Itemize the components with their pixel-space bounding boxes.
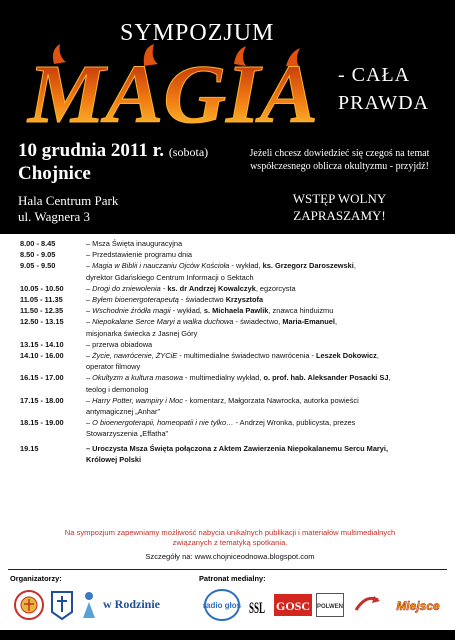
details-link[interactable]: Szczegóły na: www.chojniceodnowa.blogspot.com — [145, 552, 315, 561]
schedule-text: - multimedialne świadectwo nawrócenia - — [177, 351, 317, 361]
schedule-text: - multimedialny wykład, — [182, 373, 264, 383]
schedule-speaker: s. Michaela Pawlik — [203, 306, 269, 316]
schedule-description — [86, 305, 448, 316]
schedule-title: O bioenergoterapii, homeopatii i nie tylko… — [92, 418, 234, 428]
schedule-time: 10.05 - 10.50 — [20, 283, 64, 293]
schedule-dash: – — [86, 261, 93, 271]
schedule-row — [20, 249, 448, 260]
schedule-dash: – — [86, 295, 93, 305]
schedule-dash: – — [86, 418, 93, 428]
intro-text — [232, 147, 447, 173]
schedule-time: 14.10 - 16.00 — [20, 351, 64, 361]
schedule-row — [20, 294, 448, 305]
schedule-row — [20, 417, 448, 439]
schedule-continuation: Królowej Polski — [86, 454, 142, 464]
schedule-continuation: antymagicznej „Anhar” — [86, 407, 160, 417]
schedule-description — [86, 443, 448, 465]
venue-line-1: Hala Centrum Park — [18, 193, 119, 208]
title-sympozjum: SYMPOZJUM — [120, 20, 275, 46]
schedule-dash: – — [86, 373, 93, 383]
subtitle-line-1: - CAŁA — [338, 64, 411, 86]
ssl-text: SSL — [249, 600, 265, 617]
schedule-text: - komentarz, Małgorzata Nawrocka, autorka powieści — [182, 395, 359, 405]
schedule-row — [20, 350, 448, 372]
schedule-description — [86, 260, 448, 282]
schedule-speaker: Maria-Emanuel — [282, 317, 335, 327]
schedule-time: 11.50 - 12.35 — [20, 306, 64, 316]
notice-line-1: Na sympozjum zapewniamy możliwość nabycia unikalnych publikacji i materiałów multimedialnych — [64, 528, 396, 537]
poster-header — [0, 0, 455, 234]
schedule-continuation: Stowarzyszenia „Effatha” — [86, 429, 169, 439]
polwen-text: POLWEN — [316, 604, 344, 610]
schedule-text-end: , znawca hinduizmu — [268, 306, 334, 316]
schedule-text: - wykład, — [229, 261, 263, 271]
arrow-brand-logo — [352, 590, 382, 620]
free-entry-line-2: ZAPRASZAMY! — [293, 208, 386, 223]
schedule-text: – przerwa obiadowa — [86, 339, 153, 349]
event-date — [18, 140, 208, 162]
schedule-title: Życie, nawrócenie, ŻYCiE — [92, 351, 178, 361]
schedule-description — [86, 350, 448, 372]
schedule-title: Wschodnie źródła magii — [92, 306, 171, 316]
parish-seal-logo — [14, 590, 44, 620]
intro-line-2: współczesnego oblicza okultyzmu - przyjdź! — [250, 161, 429, 172]
schedule-description — [86, 238, 448, 249]
schedule-time: 19.15 — [20, 443, 39, 453]
event-day: (sobota) — [168, 145, 209, 159]
event-venue — [18, 193, 118, 225]
free-entry — [232, 190, 447, 224]
schedule-time: 17.15 - 18.00 — [20, 395, 64, 405]
program-schedule — [20, 238, 448, 465]
schedule-time: 13.15 - 14.10 — [20, 339, 64, 349]
schedule-description — [86, 395, 448, 417]
magia-flame-title — [24, 44, 322, 141]
schedule-time: 8.00 - 8.45 — [20, 239, 56, 248]
schedule-description — [86, 372, 448, 394]
schedule-description — [86, 339, 448, 350]
schedule-row — [20, 305, 448, 316]
schedule-speaker: ks. dr Andrzej Kowalczyk — [167, 283, 256, 293]
polwen-logo — [316, 593, 344, 617]
schedule-text-end: , egzorcysta — [255, 283, 296, 293]
schedule-dash: – — [86, 306, 93, 316]
schedule-text: - świadectwo, — [233, 317, 283, 327]
church-emblem-logo — [50, 590, 74, 620]
schedule-text-end: , — [388, 373, 391, 383]
event-city: Chojnice — [18, 163, 91, 184]
schedule-continuation: operator filmowy — [86, 362, 141, 372]
organizers-label: Organizatorzy: — [10, 574, 62, 583]
radio-glos-text: radio głos — [202, 601, 242, 610]
schedule-text-end: , — [353, 261, 356, 271]
schedule-row — [20, 443, 448, 465]
schedule-title: Harry Potter, wampiry i Moc — [92, 395, 183, 405]
miejsce-text: Miejsce — [396, 599, 440, 613]
schedule-row — [20, 395, 448, 417]
schedule-speaker: Leszek Dokowicz — [316, 351, 377, 361]
schedule-title: Drogi do zniewolenia — [92, 283, 161, 293]
schedule-text: - — [160, 283, 168, 293]
w-rodzinie-logo: w Rodzinie — [103, 597, 160, 611]
schedule-text: – Uroczysta Msza Święta połączona z Aktem Zawierzenia Niepokalanemu Sercu Maryi, — [86, 443, 389, 453]
publications-notice — [30, 528, 430, 548]
schedule-text: – Przedstawienie programu dnia — [86, 250, 192, 260]
schedule-speaker: Krzysztofa — [225, 295, 264, 305]
schedule-row — [20, 238, 448, 249]
sponsors-divider — [8, 569, 447, 570]
patrons-label: Patronat medialny: — [199, 574, 266, 583]
schedule-row — [20, 283, 448, 294]
schedule-description — [86, 283, 448, 294]
venue-line-2: ul. Wagnera 3 — [18, 209, 90, 224]
schedule-title: Byłem bioenergoterapeutą — [92, 295, 179, 305]
schedule-time: 12.50 - 13.15 — [20, 317, 64, 327]
schedule-text-end: , — [334, 317, 338, 327]
subtitle-line-2: PRAWDA — [338, 92, 430, 114]
event-date-main: 10 grudnia 2011 r. — [18, 140, 165, 161]
schedule-continuation: teolog i demonolog — [86, 384, 149, 394]
schedule-time: 9.05 - 9.50 — [20, 261, 56, 271]
schedule-description — [86, 316, 448, 338]
schedule-time: 18.15 - 19.00 — [20, 418, 64, 428]
schedule-description — [86, 249, 448, 260]
magia-word: MAGIA — [25, 48, 318, 141]
intro-line-1: Jeżeli chcesz dowiedzieć się czegoś na temat — [249, 148, 430, 159]
schedule-description — [86, 294, 448, 305]
schedule-speaker: ks. Grzegorz Daroszewski — [262, 261, 354, 271]
notice-line-2: związanych z tematyką spotkania. — [172, 538, 288, 547]
schedule-time: 11.05 - 11.35 — [20, 295, 63, 305]
free-entry-line-1: WSTĘP WOLNY — [292, 191, 387, 206]
schedule-text: - wykład, — [170, 306, 204, 316]
schedule-row — [20, 372, 448, 394]
schedule-title: Okultyzm a kultura masowa — [92, 373, 183, 383]
schedule-dash: – — [86, 283, 93, 293]
schedule-row — [20, 260, 448, 282]
bottom-bar — [0, 630, 455, 640]
figure-logo — [80, 590, 98, 620]
schedule-description — [86, 417, 448, 439]
schedule-text-end: , — [376, 351, 379, 361]
radio-glos-logo — [204, 588, 240, 622]
gosc-text: GOSC — [275, 599, 311, 613]
schedule-text: – Msza Święta inauguracyjna — [86, 239, 183, 248]
schedule-row — [20, 339, 448, 350]
schedule-text: - Andrzej Wronka, publicysta, prezes — [233, 418, 356, 428]
schedule-dash: – — [86, 351, 93, 361]
schedule-continuation: dyrektor Gdańskiego Centrum Informacji o Sektach — [86, 272, 254, 282]
schedule-title: Niepokalane Serce Maryi a walka duchowa — [92, 317, 234, 327]
schedule-speaker: o. prof. hab. Aleksander Posacki SJ — [263, 373, 389, 383]
schedule-text: - świadectwo — [178, 295, 226, 305]
schedule-time: 8.50 - 9.05 — [20, 250, 56, 260]
gosc-logo — [274, 594, 312, 616]
schedule-title: Magia w Biblii i nauczaniu Ojców Kościoła — [92, 261, 230, 271]
schedule-time: 16.15 - 17.00 — [20, 373, 64, 383]
ssl-logo — [248, 588, 266, 622]
schedule-dash: – — [86, 317, 93, 327]
schedule-row — [20, 316, 448, 338]
schedule-dash: – — [86, 395, 93, 405]
miejsce-logo — [392, 592, 444, 618]
schedule-continuation: misjonarka świecka z Jasnej Góry — [86, 328, 198, 338]
